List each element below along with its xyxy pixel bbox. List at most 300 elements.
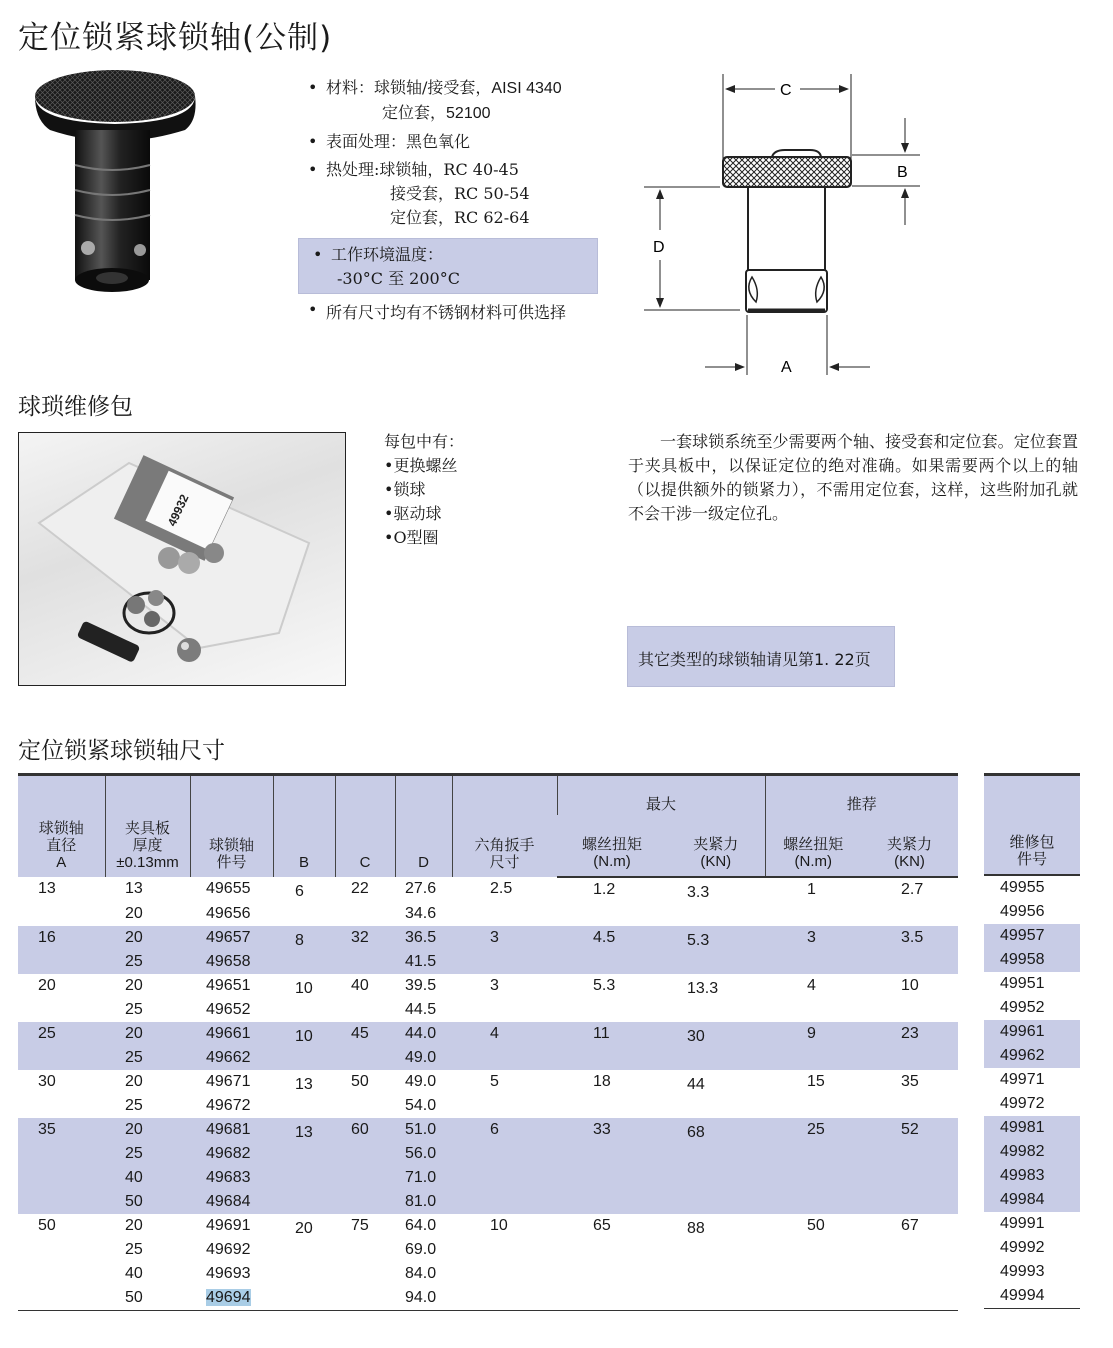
cell-b: [273, 998, 335, 1022]
cell-diameter-a: [18, 1094, 105, 1118]
cell-hex-wrench: [452, 1238, 557, 1262]
cell-c: 40: [351, 976, 369, 994]
cell-plate-thickness: 20: [125, 976, 143, 994]
kit-table-row: [984, 948, 1080, 972]
spec-finish: • 表面处理：黑色氧化: [308, 130, 562, 154]
cell-hex-wrench: [452, 1166, 557, 1190]
cell-diameter-a: [18, 1046, 105, 1070]
cell-diameter-a: 50: [38, 1216, 56, 1234]
cell-plate-thickness: 20: [105, 1118, 190, 1142]
cell-max-force: [667, 1142, 765, 1166]
cell-hex-wrench: [452, 1262, 557, 1286]
cell-c: 60: [335, 1118, 395, 1142]
cell-part-number: 49694: [190, 1286, 273, 1311]
cell-part-number: 49681: [190, 1118, 273, 1142]
cell-d: 94.0: [395, 1286, 452, 1311]
cell-plate-thickness: 50: [105, 1286, 190, 1311]
cell-max-force: 88: [687, 1219, 705, 1237]
cell-kit-number: 49981: [984, 1116, 1080, 1140]
col-rec-torque: 螺丝扭矩 (N.m): [765, 815, 861, 877]
cell-plate-thickness: 13: [125, 879, 143, 897]
cell-d: 34.6: [405, 904, 437, 922]
cell-b: [273, 1286, 335, 1311]
cell-max-torque: 65: [593, 1216, 611, 1234]
temperature-box: [298, 238, 598, 294]
cell-d: 36.5: [395, 926, 452, 950]
cell-rec-torque: [765, 1094, 861, 1118]
col-c: C: [335, 775, 395, 877]
cell-part-number: 49652: [206, 1000, 251, 1018]
cell-max-torque: [557, 1142, 667, 1166]
spec-heat: • 热处理:球锁轴，RC 40-45: [308, 158, 562, 182]
kit-table-row: [984, 1164, 1080, 1188]
cell-hex-wrench: [452, 1190, 557, 1214]
kit-table-row: [984, 875, 1080, 900]
table-row: [18, 950, 958, 974]
cell-plate-thickness: 50: [105, 1190, 190, 1214]
cell-hex-wrench: [452, 1046, 557, 1070]
cell-part-number: 49672: [206, 1096, 251, 1114]
kit-table-row: [984, 1092, 1080, 1116]
cell-part-number: 49661: [190, 1022, 273, 1046]
cell-rec-torque: [765, 1238, 861, 1262]
cell-rec-force: 52: [861, 1118, 958, 1142]
cell-diameter-a: [18, 998, 105, 1022]
cell-plate-thickness: 20: [125, 904, 143, 922]
spec-heat-sub1: 接受套，RC 50-54: [390, 184, 530, 203]
cell-rec-force: 35: [901, 1072, 919, 1090]
kit-table-row: [984, 1212, 1080, 1236]
kit-item: •O型圈: [384, 528, 439, 547]
table-row: [18, 1094, 958, 1118]
cell-plate-thickness: 25: [105, 950, 190, 974]
cell-rec-torque: [765, 1046, 861, 1070]
col-diameter-a: 球锁轴 直径 A: [18, 775, 105, 877]
cell-hex-wrench: [452, 1142, 557, 1166]
cell-plate-thickness: 20: [105, 926, 190, 950]
cell-rec-torque: 15: [807, 1072, 825, 1090]
cell-rec-torque: [765, 998, 861, 1022]
cell-diameter-a: [18, 1142, 105, 1166]
cell-plate-thickness: 20: [125, 1216, 143, 1234]
kit-label-number: 49932: [164, 492, 192, 529]
cell-max-force: [667, 1190, 765, 1214]
cell-rec-force: 67: [901, 1216, 919, 1234]
table-row: [18, 974, 958, 998]
cell-max-torque: [557, 1190, 667, 1214]
cell-b: 13: [273, 1118, 335, 1142]
cell-c: [335, 1238, 395, 1262]
cell-rec-torque: 4: [807, 976, 816, 994]
kit-table-row: [984, 1068, 1080, 1092]
cell-d: 27.6: [405, 879, 437, 897]
kit-table-row: [984, 1140, 1080, 1164]
cell-max-torque: [557, 1094, 667, 1118]
cell-c: [335, 1142, 395, 1166]
kit-item: •锁球: [384, 480, 426, 499]
kit-table-row: [984, 996, 1080, 1020]
cell-plate-thickness: 25: [125, 1096, 143, 1114]
cell-plate-thickness: 25: [105, 1142, 190, 1166]
cell-hex-wrench: 3: [490, 976, 499, 994]
cell-rec-torque: [765, 1142, 861, 1166]
cell-max-force: 44: [687, 1075, 705, 1093]
cell-c: [335, 1094, 395, 1118]
kit-photo: [18, 432, 346, 686]
col-kit-number: 维修包 件号: [984, 775, 1080, 875]
cell-rec-force: [861, 1238, 958, 1262]
table-title: 定位锁紧球锁轴尺寸: [18, 738, 225, 764]
cell-hex-wrench: [452, 998, 557, 1022]
cell-c: 32: [335, 926, 395, 950]
cell-rec-force: [861, 998, 958, 1022]
cell-diameter-a: [18, 1166, 105, 1190]
cell-max-force: [667, 1094, 765, 1118]
cell-b: 20: [295, 1219, 313, 1237]
cell-hex-wrench: [452, 1286, 557, 1311]
kit-table-row: [984, 1044, 1080, 1068]
dimension-diagram: [640, 70, 940, 380]
cell-kit-number: 49962: [984, 1044, 1080, 1068]
page-title: 定位锁紧球锁轴(公制): [18, 20, 333, 56]
label-d: D: [653, 239, 665, 256]
cell-hex-wrench: [452, 1094, 557, 1118]
cell-kit-number: 49958: [984, 948, 1080, 972]
kit-section-title: 球琐维修包: [18, 394, 133, 420]
product-photo: [20, 60, 220, 300]
cell-kit-number: 49993: [1000, 1262, 1045, 1280]
spec-material-sub: 定位套，52100: [382, 103, 491, 122]
cell-rec-torque: [765, 1190, 861, 1214]
cell-rec-torque: 9: [765, 1022, 861, 1046]
cell-d: 64.0: [405, 1216, 437, 1234]
kit-table-row: [984, 1236, 1080, 1260]
cell-d: 51.0: [395, 1118, 452, 1142]
col-d: D: [395, 775, 452, 877]
cell-part-number: 49671: [206, 1072, 251, 1090]
cell-d: 81.0: [395, 1190, 452, 1214]
cell-diameter-a: [18, 1262, 105, 1286]
kit-number-table: [984, 773, 1080, 1309]
label-b: B: [897, 164, 908, 181]
cell-b: [273, 950, 335, 974]
cell-max-force: 68: [667, 1118, 765, 1142]
cell-b: 13: [295, 1075, 313, 1093]
cell-rec-torque: [765, 1166, 861, 1190]
col-group-recommended: 推荐: [765, 775, 958, 815]
cell-diameter-a: 35: [18, 1118, 105, 1142]
cell-part-number: 49656: [206, 904, 251, 922]
table-row: [18, 998, 958, 1022]
table-row: [18, 1262, 958, 1286]
cell-d: 56.0: [395, 1142, 452, 1166]
cell-part-number: 49693: [206, 1264, 251, 1282]
cell-kit-number: 49971: [1000, 1070, 1045, 1088]
cell-diameter-a: [18, 1238, 105, 1262]
cell-kit-number: 49952: [1000, 998, 1045, 1016]
table-row: [18, 1238, 958, 1262]
cell-hex-wrench: [452, 950, 557, 974]
cell-max-torque: [557, 1286, 667, 1311]
cell-max-force: [667, 998, 765, 1022]
cell-kit-number: 49994: [984, 1284, 1080, 1309]
cell-c: 50: [351, 1072, 369, 1090]
cell-part-number: 49692: [206, 1240, 251, 1258]
cell-kit-number: 49982: [984, 1140, 1080, 1164]
cell-diameter-a: 25: [18, 1022, 105, 1046]
cell-plate-thickness: 25: [125, 1000, 143, 1018]
cell-d: 49.0: [395, 1046, 452, 1070]
kit-item: •更换螺丝: [384, 456, 458, 475]
col-part-number: 球锁轴 件号: [190, 775, 273, 877]
cell-d: 44.5: [405, 1000, 437, 1018]
cell-rec-torque: 3: [765, 926, 861, 950]
cell-d: 84.0: [405, 1264, 437, 1282]
cell-max-torque: 5.3: [593, 976, 616, 994]
cell-part-number: 49651: [206, 976, 251, 994]
cell-plate-thickness: 25: [125, 1240, 143, 1258]
cell-b: 8: [273, 926, 335, 950]
cell-kit-number: 49951: [1000, 974, 1045, 992]
cell-hex-wrench: [452, 902, 557, 926]
cell-plate-thickness: 25: [105, 1046, 190, 1070]
cell-diameter-a: 16: [18, 926, 105, 950]
cell-rec-force: [861, 1286, 958, 1311]
cell-kit-number: 49957: [984, 924, 1080, 948]
table-row: [18, 1118, 958, 1142]
col-hex-wrench: 六角扳手 尺寸: [452, 775, 557, 877]
cell-rec-force: [861, 1190, 958, 1214]
cell-d: 41.5: [395, 950, 452, 974]
label-c: C: [780, 82, 792, 99]
cell-c: [335, 1190, 395, 1214]
cell-max-torque: 18: [593, 1072, 611, 1090]
kit-table-row: [984, 1188, 1080, 1212]
cell-rec-torque: [765, 1262, 861, 1286]
kit-table-row: [984, 1116, 1080, 1140]
table-row: [18, 1142, 958, 1166]
cell-hex-wrench: 6: [452, 1118, 557, 1142]
cell-hex-wrench: 5: [490, 1072, 499, 1090]
cell-rec-force: 10: [901, 976, 919, 994]
table-row: [18, 1190, 958, 1214]
cell-max-torque: [557, 1238, 667, 1262]
table-row: [18, 1046, 958, 1070]
cell-part-number: 49658: [190, 950, 273, 974]
cell-plate-thickness: 20: [105, 1022, 190, 1046]
cell-plate-thickness: 40: [125, 1264, 143, 1282]
cell-max-force: [667, 1046, 765, 1070]
cell-rec-force: [861, 902, 958, 926]
cell-part-number: 49682: [190, 1142, 273, 1166]
kit-table-row: [984, 924, 1080, 948]
cell-kit-number: 49956: [1000, 902, 1045, 920]
cell-max-force: 3.3: [687, 883, 710, 901]
cell-rec-force: [861, 1094, 958, 1118]
cell-diameter-a: [18, 902, 105, 926]
cell-d: 71.0: [395, 1166, 452, 1190]
cell-part-number: 49662: [190, 1046, 273, 1070]
kit-contents: [384, 430, 464, 550]
cell-part-number: 49655: [206, 879, 251, 897]
cell-rec-torque: 1: [807, 880, 816, 898]
cell-b: 10: [295, 979, 313, 997]
col-max-force: 夹紧力 (KN): [667, 815, 765, 877]
cell-b: [273, 1166, 335, 1190]
cell-hex-wrench: 2.5: [490, 879, 513, 897]
table-row: [18, 1286, 958, 1311]
cell-max-force: 13.3: [687, 979, 719, 997]
cell-kit-number: 49955: [1000, 878, 1045, 896]
cell-d: 44.0: [395, 1022, 452, 1046]
cell-b: 6: [295, 882, 304, 900]
table-row: [18, 1166, 958, 1190]
kit-item: •驱动球: [384, 504, 442, 523]
cell-kit-number: 49972: [1000, 1094, 1045, 1112]
cell-max-force: [667, 950, 765, 974]
cell-c: [335, 998, 395, 1022]
cell-diameter-a: 13: [38, 879, 56, 897]
table-row: [18, 1070, 958, 1094]
spec-heat-sub2: 定位套，RC 62-64: [390, 208, 530, 227]
cell-max-force: [667, 902, 765, 926]
cell-c: 75: [351, 1216, 369, 1234]
temp-label: • 工作环境温度：: [313, 243, 597, 267]
kit-table-row: [984, 1284, 1080, 1309]
cell-rec-torque: [765, 950, 861, 974]
cell-c: [335, 902, 395, 926]
cell-rec-force: [861, 950, 958, 974]
cell-max-torque: 11: [557, 1022, 667, 1046]
kit-table-row: [984, 900, 1080, 924]
cell-rec-torque: 50: [807, 1216, 825, 1234]
cell-b: [273, 1262, 335, 1286]
table-row: [18, 902, 958, 926]
cell-c: [335, 1046, 395, 1070]
cell-kit-number: 49991: [1000, 1214, 1045, 1232]
cell-max-torque: [557, 902, 667, 926]
cell-b: [273, 1238, 335, 1262]
cell-max-force: [667, 1286, 765, 1311]
cell-max-torque: [557, 950, 667, 974]
cell-max-torque: [557, 1262, 667, 1286]
cell-rec-force: 23: [861, 1022, 958, 1046]
kit-contents-title: 每包中有：: [384, 432, 465, 451]
cell-b: [273, 1142, 335, 1166]
cell-c: [335, 1286, 395, 1311]
cell-hex-wrench: 4: [452, 1022, 557, 1046]
col-max-torque: 螺丝扭矩 (N.m): [557, 815, 667, 877]
spec-material: • 材料：球锁轴/接受套，AISI 4340: [308, 76, 562, 101]
col-b: B: [273, 775, 335, 877]
cell-plate-thickness: 40: [105, 1166, 190, 1190]
kit-table-row: [984, 972, 1080, 996]
cell-d: 69.0: [405, 1240, 437, 1258]
cell-kit-number: 49992: [1000, 1238, 1045, 1256]
cell-diameter-a: [18, 1190, 105, 1214]
cell-c: 22: [351, 879, 369, 897]
cell-max-force: 30: [667, 1022, 765, 1046]
cell-b: [273, 902, 335, 926]
cell-part-number: 49683: [190, 1166, 273, 1190]
kit-table-body: [984, 875, 1080, 1309]
cell-max-force: [667, 1166, 765, 1190]
cell-max-force: [667, 1262, 765, 1286]
cell-rec-force: 2.7: [901, 880, 924, 898]
cell-diameter-a: 20: [38, 976, 56, 994]
cell-d: 39.5: [405, 976, 437, 994]
cell-b: [273, 1046, 335, 1070]
cell-rec-force: [861, 1046, 958, 1070]
label-a: A: [781, 359, 792, 376]
cell-c: [335, 1262, 395, 1286]
spec-list: [308, 76, 562, 230]
description-paragraph: 一套球锁系统至少需要两个轴、接受套和定位套。定位套置于夹具板中，以保证定位的绝对准确。如果需要两个以上的轴（以提供额外的锁紧力），不需用定位套，这样，这些附加孔就不会干涉一级定位孔。: [628, 432, 1078, 523]
cell-b: 10: [273, 1022, 335, 1046]
cell-hex-wrench: 10: [490, 1216, 508, 1234]
cell-kit-number: 49961: [984, 1020, 1080, 1044]
cell-max-torque: 4.5: [557, 926, 667, 950]
table-row: [18, 926, 958, 950]
cell-max-torque: [557, 1046, 667, 1070]
cell-d: 49.0: [405, 1072, 437, 1090]
cell-max-torque: [557, 998, 667, 1022]
table-row: [18, 1214, 958, 1238]
kit-table-row: [984, 1020, 1080, 1044]
cell-diameter-a: [18, 950, 105, 974]
cell-diameter-a: [18, 1286, 105, 1311]
cell-part-number: 49657: [190, 926, 273, 950]
kit-table-row: [984, 1260, 1080, 1284]
dimensions-table: [18, 773, 958, 1311]
table-row: [18, 877, 958, 902]
cell-c: [335, 950, 395, 974]
col-group-max: 最大: [557, 775, 765, 815]
cell-plate-thickness: 20: [125, 1072, 143, 1090]
cell-max-torque: [557, 1166, 667, 1190]
col-rec-force: 夹紧力 (KN): [861, 815, 958, 877]
cell-rec-force: [861, 1262, 958, 1286]
cell-rec-force: [861, 1166, 958, 1190]
cell-part-number: 49691: [206, 1216, 251, 1234]
cell-b: [273, 1190, 335, 1214]
table-row: [18, 1022, 958, 1046]
cell-rec-force: 3.5: [861, 926, 958, 950]
col-plate-thickness: 夹具板 厚度 ±0.13mm: [105, 775, 190, 877]
cell-max-force: [667, 1238, 765, 1262]
see-also-box: 其它类型的球锁轴请见第1. 22页: [627, 626, 895, 687]
cell-b: [273, 1094, 335, 1118]
cell-rec-torque: [765, 902, 861, 926]
cell-diameter-a: 30: [38, 1072, 56, 1090]
spec-stainless: • 所有尺寸均有不锈钢材料可供选择: [308, 300, 566, 323]
cell-part-number: 49684: [190, 1190, 273, 1214]
cell-c: 45: [335, 1022, 395, 1046]
temp-value: -30°C 至 200°C: [337, 269, 460, 288]
table-body: [18, 877, 958, 1311]
cell-max-force: 5.3: [667, 926, 765, 950]
cell-rec-force: [861, 1142, 958, 1166]
cell-max-torque: 33: [557, 1118, 667, 1142]
cell-c: [335, 1166, 395, 1190]
cell-hex-wrench: 3: [452, 926, 557, 950]
cell-rec-torque: [765, 1286, 861, 1311]
cell-max-torque: 1.2: [593, 880, 616, 898]
cell-d: 54.0: [405, 1096, 437, 1114]
cell-kit-number: 49984: [984, 1188, 1080, 1212]
cell-rec-torque: 25: [765, 1118, 861, 1142]
cell-kit-number: 49983: [984, 1164, 1080, 1188]
